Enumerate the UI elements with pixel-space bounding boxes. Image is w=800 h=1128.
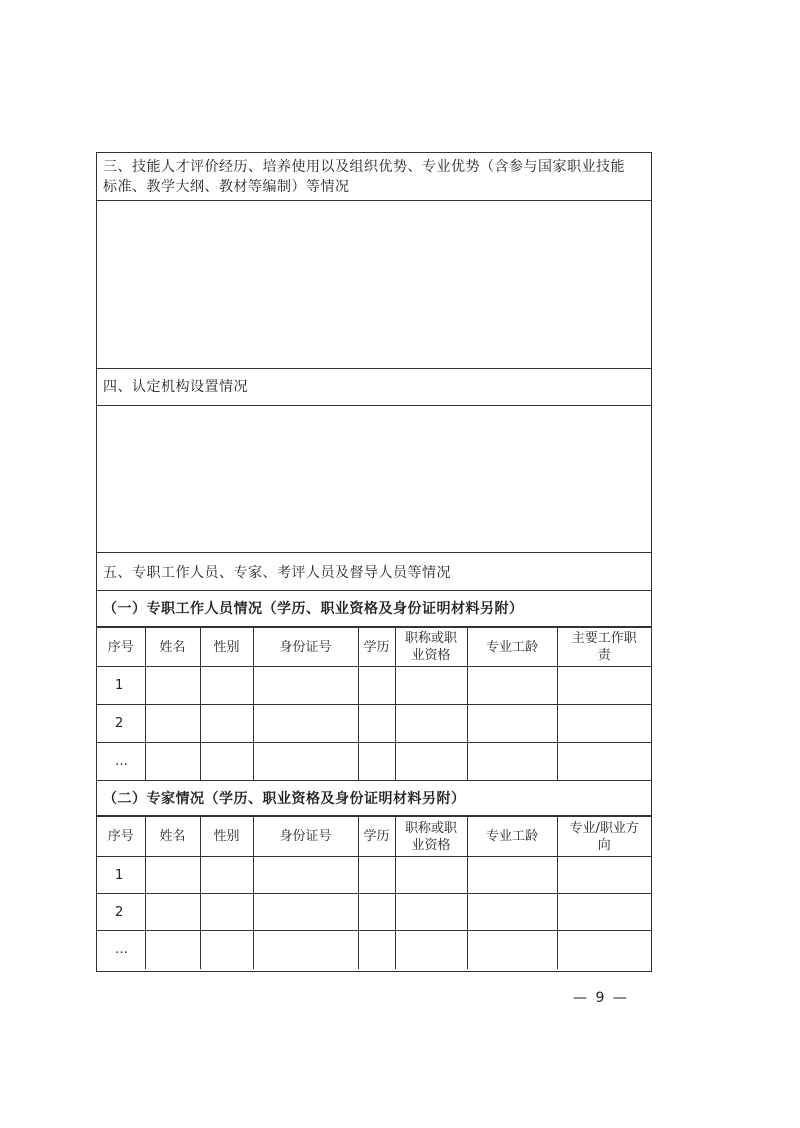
experts-table-header-row	[97, 817, 651, 857]
column-header: 专业工龄	[467, 628, 557, 667]
experts-subsection-title: （二）专家情况（学历、职业资格及身份证明材料另附）	[103, 791, 466, 807]
table-cell[interactable]	[557, 705, 651, 743]
table-cell[interactable]	[467, 705, 557, 743]
column-header: 姓名	[145, 628, 200, 667]
table-cell[interactable]	[145, 857, 200, 894]
row-index: 2	[97, 894, 145, 931]
table-cell[interactable]	[467, 857, 557, 894]
experts-subsection-header	[97, 780, 651, 816]
form-table	[96, 152, 652, 972]
table-cell[interactable]	[557, 857, 651, 894]
column-header: 性别	[200, 628, 253, 667]
column-header: 专业/职业方向	[557, 817, 651, 857]
column-header: 学历	[358, 628, 395, 667]
staff-table	[97, 627, 651, 781]
table-cell[interactable]	[253, 931, 358, 969]
column-header: 性别	[200, 817, 253, 857]
section-3-header	[97, 153, 651, 201]
table-cell[interactable]	[467, 894, 557, 931]
table-cell[interactable]	[395, 705, 467, 743]
table-cell[interactable]	[145, 705, 200, 743]
table-cell[interactable]	[253, 705, 358, 743]
table-cell[interactable]	[358, 743, 395, 781]
column-header: 学历	[358, 817, 395, 857]
table-cell[interactable]	[200, 857, 253, 894]
column-header: 职称或职业资格	[395, 628, 467, 667]
table-cell[interactable]	[145, 931, 200, 969]
table-cell[interactable]	[395, 857, 467, 894]
table-cell[interactable]	[358, 857, 395, 894]
row-index: …	[97, 931, 145, 969]
section-3-title-line1: 三、技能人才评价经历、培养使用以及组织优势、专业优势（含参与国家职业技能	[103, 159, 625, 175]
table-cell[interactable]	[253, 857, 358, 894]
section-3-content-area[interactable]	[97, 201, 651, 369]
table-cell[interactable]	[557, 743, 651, 781]
page-number: — 9 —	[573, 990, 629, 1006]
table-cell[interactable]	[557, 894, 651, 931]
table-cell[interactable]	[395, 743, 467, 781]
row-index: 1	[97, 857, 145, 894]
column-header: 主要工作职责	[557, 628, 651, 667]
staff-table-header-row	[97, 628, 651, 667]
table-cell[interactable]	[395, 894, 467, 931]
staff-subsection-title: （一）专职工作人员情况（学历、职业资格及身份证明材料另附）	[103, 601, 524, 617]
table-cell[interactable]	[358, 667, 395, 705]
section-4-header	[97, 369, 651, 406]
section-5-title: 五、专职工作人员、专家、考评人员及督导人员等情况	[103, 565, 451, 581]
table-cell[interactable]	[145, 743, 200, 781]
table-cell[interactable]	[200, 743, 253, 781]
table-cell[interactable]	[467, 931, 557, 969]
table-cell[interactable]	[358, 931, 395, 969]
row-index: 2	[97, 705, 145, 743]
table-cell[interactable]	[145, 667, 200, 705]
section-5-header	[97, 553, 651, 591]
table-cell[interactable]	[253, 894, 358, 931]
table-cell[interactable]	[145, 894, 200, 931]
row-index: …	[97, 743, 145, 781]
table-cell[interactable]	[253, 743, 358, 781]
table-cell[interactable]	[395, 931, 467, 969]
table-cell[interactable]	[200, 705, 253, 743]
table-cell[interactable]	[467, 743, 557, 781]
table-row	[97, 931, 651, 969]
table-cell[interactable]	[358, 894, 395, 931]
table-row	[97, 894, 651, 931]
section-4-title: 四、认定机构设置情况	[103, 379, 248, 395]
column-header: 序号	[97, 817, 145, 857]
column-header: 身份证号	[253, 628, 358, 667]
section-3-title-line2: 标准、教学大纲、教材等编制）等情况	[103, 179, 350, 195]
table-row	[97, 705, 651, 743]
table-cell[interactable]	[200, 667, 253, 705]
section-4-content-area[interactable]	[97, 406, 651, 553]
table-cell[interactable]	[395, 667, 467, 705]
column-header: 职称或职业资格	[395, 817, 467, 857]
column-header: 姓名	[145, 817, 200, 857]
table-cell[interactable]	[467, 667, 557, 705]
table-row	[97, 857, 651, 894]
table-cell[interactable]	[200, 931, 253, 969]
table-cell[interactable]	[200, 894, 253, 931]
staff-subsection-header	[97, 591, 651, 627]
table-row	[97, 667, 651, 705]
experts-table	[97, 816, 651, 969]
table-cell[interactable]	[557, 931, 651, 969]
table-cell[interactable]	[557, 667, 651, 705]
column-header: 专业工龄	[467, 817, 557, 857]
row-index: 1	[97, 667, 145, 705]
table-cell[interactable]	[358, 705, 395, 743]
table-row	[97, 743, 651, 781]
table-cell[interactable]	[253, 667, 358, 705]
column-header: 序号	[97, 628, 145, 667]
column-header: 身份证号	[253, 817, 358, 857]
